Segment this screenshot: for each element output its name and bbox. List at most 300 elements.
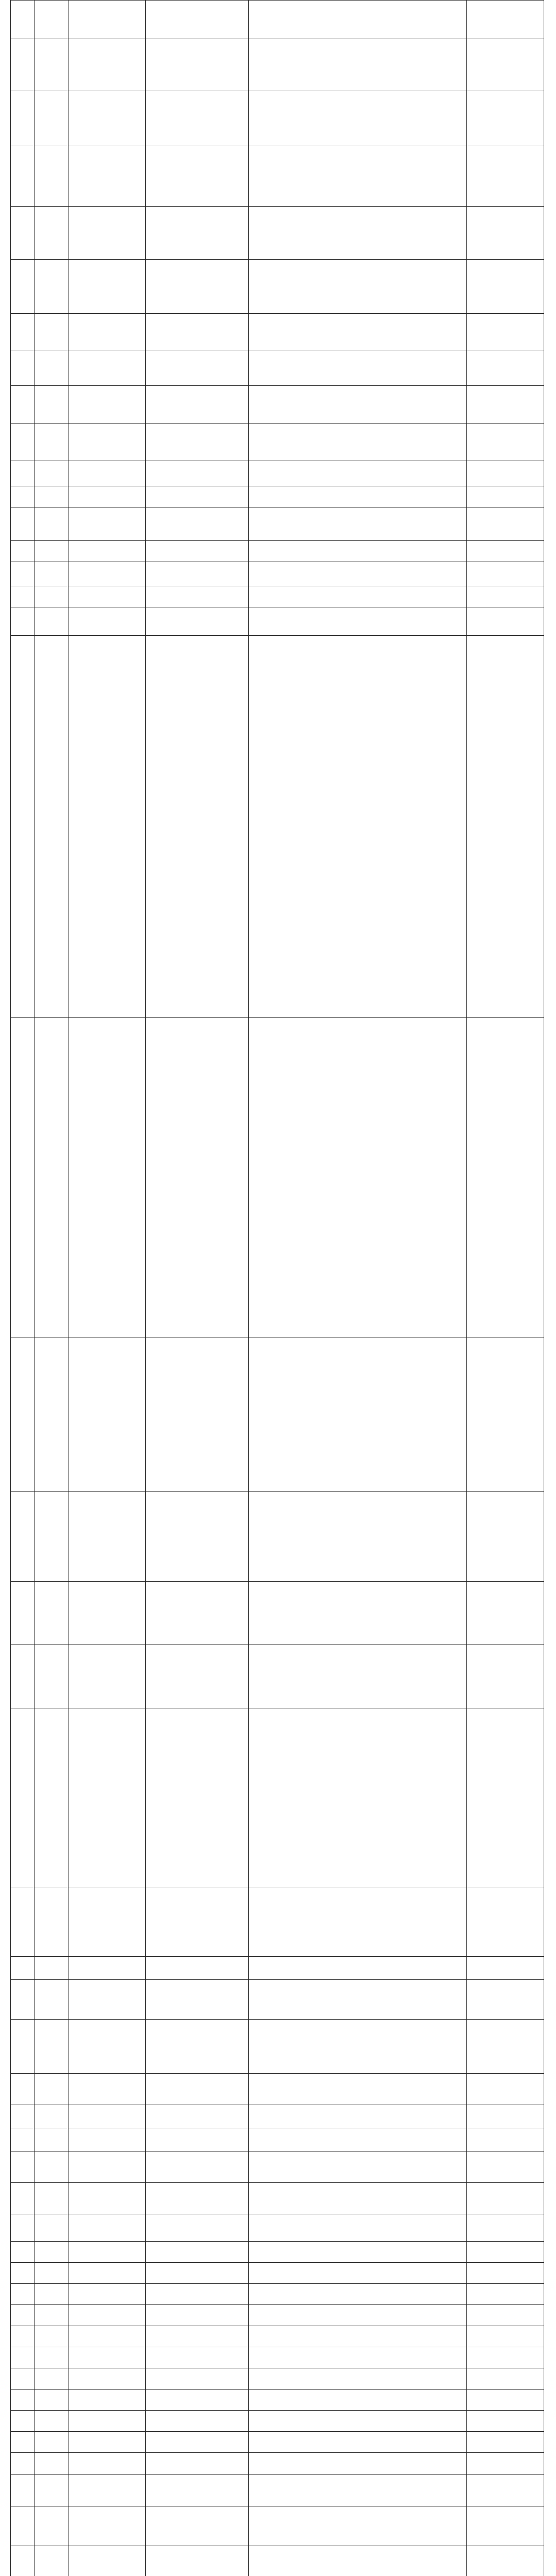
activity-date-cell: [467, 2214, 544, 2242]
district-cell: [34, 2475, 68, 2506]
venue-cell: [146, 314, 249, 350]
district-cell: [34, 2546, 68, 2576]
venue-cell: [146, 2284, 249, 2305]
activity-name-cell: [68, 260, 146, 314]
activity-content-cell: [249, 2214, 467, 2242]
activity-name-cell: [68, 386, 146, 423]
activity-name-cell: [68, 2284, 146, 2305]
activity-date-cell: [467, 2242, 544, 2263]
table-row: [11, 2368, 544, 2389]
venue-cell: [146, 2546, 249, 2576]
activity-name-cell: [68, 314, 146, 350]
venue-cell: [146, 2389, 249, 2411]
activity-date-cell: [467, 541, 544, 562]
activity-content-cell: [249, 2263, 467, 2284]
venue-cell: [146, 461, 249, 486]
activity-content-cell: [249, 1, 467, 39]
table-row: [11, 2305, 544, 2326]
activity-date-cell: [467, 314, 544, 350]
activity-date-cell: [467, 2326, 544, 2347]
table-row: [11, 2326, 544, 2347]
activity-date-cell: [467, 2305, 544, 2326]
activity-content-cell: [249, 1645, 467, 1708]
row-number-cell: [11, 423, 34, 461]
district-cell: [34, 1492, 68, 1582]
activity-name-cell: [68, 2305, 146, 2326]
row-number-cell: [11, 2183, 34, 2214]
table-row: [11, 2432, 544, 2453]
activity-name-cell: [68, 207, 146, 260]
activity-name-cell: [68, 1018, 146, 1337]
activity-content-cell: [249, 2347, 467, 2368]
district-cell: [34, 207, 68, 260]
row-number-cell: [11, 91, 34, 145]
row-number-cell: [11, 1980, 34, 2020]
activity-date-cell: [467, 2347, 544, 2368]
activity-name-cell: [68, 2475, 146, 2506]
district-cell: [34, 2020, 68, 2074]
district-cell: [34, 2242, 68, 2263]
row-number-cell: [11, 2347, 34, 2368]
district-cell: [34, 2326, 68, 2347]
activity-date-cell: [467, 486, 544, 507]
activity-name-cell: [68, 2263, 146, 2284]
row-number-cell: [11, 386, 34, 423]
venue-cell: [146, 1957, 249, 1980]
activity-content-cell: [249, 2020, 467, 2074]
activity-date-cell: [467, 1337, 544, 1492]
activity-name-cell: [68, 2389, 146, 2411]
venue-cell: [146, 1645, 249, 1708]
activity-date-cell: [467, 1980, 544, 2020]
table-row: [11, 1582, 544, 1645]
table-row: [11, 2546, 544, 2576]
activity-date-cell: [467, 461, 544, 486]
table-row: [11, 461, 544, 486]
district-cell: [34, 2432, 68, 2453]
activity-date-cell: [467, 2074, 544, 2105]
venue-cell: [146, 2326, 249, 2347]
venue-cell: [146, 486, 249, 507]
activity-name-cell: [68, 507, 146, 541]
table-row: [11, 2411, 544, 2432]
district-cell: [34, 1582, 68, 1645]
table-row: [11, 2128, 544, 2151]
activity-content-cell: [249, 2151, 467, 2183]
activity-date-cell: [467, 2105, 544, 2128]
venue-cell: [146, 1980, 249, 2020]
district-cell: [34, 1337, 68, 1492]
row-number-cell: [11, 2453, 34, 2475]
activity-content-cell: [249, 1582, 467, 1645]
activity-date-cell: [467, 260, 544, 314]
table-row: [11, 2183, 544, 2214]
district-cell: [34, 507, 68, 541]
district-cell: [34, 2368, 68, 2389]
district-cell: [34, 2074, 68, 2105]
activity-content-cell: [249, 2432, 467, 2453]
activity-content-cell: [249, 2074, 467, 2105]
venue-cell: [146, 2242, 249, 2263]
activity-content-cell: [249, 2546, 467, 2576]
table-row: [11, 1492, 544, 1582]
venue-cell: [146, 636, 249, 1018]
venue-cell: [146, 2214, 249, 2242]
district-cell: [34, 386, 68, 423]
row-number-cell: [11, 2506, 34, 2546]
district-cell: [34, 145, 68, 207]
venue-cell: [146, 2411, 249, 2432]
district-cell: [34, 1957, 68, 1980]
activity-name-cell: [68, 461, 146, 486]
activity-name-cell: [68, 2453, 146, 2475]
venue-cell: [146, 2506, 249, 2546]
activity-date-cell: [467, 2546, 544, 2576]
district-cell: [34, 636, 68, 1018]
row-number-cell: [11, 260, 34, 314]
table-row: [11, 2347, 544, 2368]
district-cell: [34, 2183, 68, 2214]
row-number-cell: [11, 2546, 34, 2576]
table-row: [11, 586, 544, 607]
table-row: [11, 2284, 544, 2305]
activity-name-cell: [68, 91, 146, 145]
row-number-cell: [11, 1337, 34, 1492]
activity-content-cell: [249, 2284, 467, 2305]
activity-content-cell: [249, 1708, 467, 1888]
venue-cell: [146, 586, 249, 607]
venue-cell: [146, 2368, 249, 2389]
activity-content-cell: [249, 507, 467, 541]
table-row: [11, 2020, 544, 2074]
venue-cell: [146, 2074, 249, 2105]
district-cell: [34, 2128, 68, 2151]
district-cell: [34, 350, 68, 386]
venue-cell: [146, 1492, 249, 1582]
district-cell: [34, 562, 68, 586]
row-number-cell: [11, 636, 34, 1018]
table-row: [11, 1957, 544, 1980]
activity-content-cell: [249, 350, 467, 386]
activities-table-body: [11, 1, 544, 2576]
activity-date-cell: [467, 423, 544, 461]
activity-date-cell: [467, 636, 544, 1018]
activity-date-cell: [467, 2263, 544, 2284]
table-row: [11, 2214, 544, 2242]
table-row: [11, 486, 544, 507]
activity-date-cell: [467, 39, 544, 91]
activity-name-cell: [68, 2020, 146, 2074]
table-row: [11, 607, 544, 636]
district-cell: [34, 2305, 68, 2326]
venue-cell: [146, 145, 249, 207]
table-row: [11, 2475, 544, 2506]
row-number-cell: [11, 1018, 34, 1337]
activity-date-cell: [467, 507, 544, 541]
table-row: [11, 636, 544, 1018]
activity-name-cell: [68, 350, 146, 386]
table-row: [11, 1645, 544, 1708]
activity-date-cell: [467, 2183, 544, 2214]
activity-content-cell: [249, 586, 467, 607]
district-cell: [34, 1888, 68, 1957]
activity-date-cell: [467, 2432, 544, 2453]
activity-name-cell: [68, 2242, 146, 2263]
activity-content-cell: [249, 2453, 467, 2475]
activity-date-cell: [467, 1492, 544, 1582]
activity-content-cell: [249, 541, 467, 562]
venue-cell: [146, 2020, 249, 2074]
row-number-cell: [11, 2411, 34, 2432]
district-cell: [34, 586, 68, 607]
row-number-cell: [11, 562, 34, 586]
venue-cell: [146, 91, 249, 145]
activity-name-cell: [68, 2128, 146, 2151]
table-row: [11, 1337, 544, 1492]
activity-content-cell: [249, 91, 467, 145]
activity-name-cell: [68, 1, 146, 39]
venue-cell: [146, 1337, 249, 1492]
activity-content-cell: [249, 314, 467, 350]
activity-date-cell: [467, 2368, 544, 2389]
activity-content-cell: [249, 461, 467, 486]
activity-date-cell: [467, 2453, 544, 2475]
activity-content-cell: [249, 2305, 467, 2326]
activity-name-cell: [68, 1708, 146, 1888]
row-number-cell: [11, 1888, 34, 1957]
activity-date-cell: [467, 1957, 544, 1980]
table-row: [11, 2389, 544, 2411]
row-number-cell: [11, 2214, 34, 2242]
activity-content-cell: [249, 1888, 467, 1957]
venue-cell: [146, 1708, 249, 1888]
activity-content-cell: [249, 562, 467, 586]
district-cell: [34, 1708, 68, 1888]
activity-name-cell: [68, 2347, 146, 2368]
activity-content-cell: [249, 2242, 467, 2263]
table-row: [11, 2151, 544, 2183]
activity-content-cell: [249, 607, 467, 636]
venue-cell: [146, 207, 249, 260]
row-number-cell: [11, 314, 34, 350]
district-cell: [34, 1, 68, 39]
activity-name-cell: [68, 2074, 146, 2105]
venue-cell: [146, 423, 249, 461]
activity-name-cell: [68, 636, 146, 1018]
district-cell: [34, 1018, 68, 1337]
district-cell: [34, 1980, 68, 2020]
row-number-cell: [11, 2305, 34, 2326]
activity-content-cell: [249, 1337, 467, 1492]
district-cell: [34, 260, 68, 314]
district-cell: [34, 2453, 68, 2475]
activity-content-cell: [249, 2183, 467, 2214]
activity-content-cell: [249, 2506, 467, 2546]
activity-name-cell: [68, 39, 146, 91]
activity-name-cell: [68, 1582, 146, 1645]
venue-cell: [146, 2305, 249, 2326]
activity-name-cell: [68, 2105, 146, 2128]
activity-name-cell: [68, 486, 146, 507]
row-number-cell: [11, 607, 34, 636]
row-number-cell: [11, 486, 34, 507]
activity-name-cell: [68, 1492, 146, 1582]
table-row: [11, 207, 544, 260]
activity-name-cell: [68, 607, 146, 636]
row-number-cell: [11, 2475, 34, 2506]
row-number-cell: [11, 207, 34, 260]
venue-cell: [146, 1582, 249, 1645]
activity-name-cell: [68, 2183, 146, 2214]
table-row: [11, 1980, 544, 2020]
activity-content-cell: [249, 423, 467, 461]
activity-name-cell: [68, 2506, 146, 2546]
venue-cell: [146, 1018, 249, 1337]
activity-content-cell: [249, 2475, 467, 2506]
activity-name-cell: [68, 2546, 146, 2576]
district-cell: [34, 39, 68, 91]
activity-date-cell: [467, 2411, 544, 2432]
activity-date-cell: [467, 586, 544, 607]
activity-content-cell: [249, 2389, 467, 2411]
row-number-cell: [11, 39, 34, 91]
activity-content-cell: [249, 486, 467, 507]
row-number-cell: [11, 1, 34, 39]
venue-cell: [146, 2432, 249, 2453]
row-number-cell: [11, 1708, 34, 1888]
row-number-cell: [11, 2432, 34, 2453]
row-number-cell: [11, 541, 34, 562]
row-number-cell: [11, 145, 34, 207]
row-number-cell: [11, 1582, 34, 1645]
activity-date-cell: [467, 2506, 544, 2546]
table-row: [11, 2453, 544, 2475]
row-number-cell: [11, 2326, 34, 2347]
row-number-cell: [11, 461, 34, 486]
activity-date-cell: [467, 1708, 544, 1888]
activity-date-cell: [467, 350, 544, 386]
table-row: [11, 145, 544, 207]
row-number-cell: [11, 350, 34, 386]
activity-content-cell: [249, 39, 467, 91]
activity-name-cell: [68, 541, 146, 562]
row-number-cell: [11, 1492, 34, 1582]
table-row: [11, 1888, 544, 1957]
activity-date-cell: [467, 91, 544, 145]
table-row: [11, 2242, 544, 2263]
district-cell: [34, 2214, 68, 2242]
venue-cell: [146, 2453, 249, 2475]
activity-date-cell: [467, 1888, 544, 1957]
activity-date-cell: [467, 2128, 544, 2151]
activity-name-cell: [68, 2368, 146, 2389]
activity-content-cell: [249, 260, 467, 314]
row-number-cell: [11, 2074, 34, 2105]
table-row: [11, 91, 544, 145]
district-cell: [34, 541, 68, 562]
row-number-cell: [11, 2105, 34, 2128]
table-row: [11, 2506, 544, 2546]
activity-name-cell: [68, 2326, 146, 2347]
table-row: [11, 2263, 544, 2284]
district-cell: [34, 1645, 68, 1708]
district-cell: [34, 2263, 68, 2284]
venue-cell: [146, 541, 249, 562]
activity-date-cell: [467, 1645, 544, 1708]
district-cell: [34, 91, 68, 145]
activity-content-cell: [249, 145, 467, 207]
district-cell: [34, 607, 68, 636]
activity-date-cell: [467, 2151, 544, 2183]
table-row: [11, 423, 544, 461]
table-row: [11, 386, 544, 423]
row-number-cell: [11, 507, 34, 541]
venue-cell: [146, 607, 249, 636]
row-number-cell: [11, 2389, 34, 2411]
row-number-cell: [11, 2151, 34, 2183]
district-cell: [34, 2105, 68, 2128]
activity-name-cell: [68, 2432, 146, 2453]
venue-cell: [146, 1, 249, 39]
venue-cell: [146, 2475, 249, 2506]
activity-content-cell: [249, 1980, 467, 2020]
venue-cell: [146, 2128, 249, 2151]
table-row: [11, 314, 544, 350]
row-number-cell: [11, 586, 34, 607]
activity-date-cell: [467, 2389, 544, 2411]
activity-name-cell: [68, 2411, 146, 2432]
activity-date-cell: [467, 1582, 544, 1645]
venue-cell: [146, 260, 249, 314]
activity-name-cell: [68, 1645, 146, 1708]
activity-date-cell: [467, 607, 544, 636]
table-row: [11, 260, 544, 314]
venue-cell: [146, 562, 249, 586]
row-number-cell: [11, 2368, 34, 2389]
venue-cell: [146, 350, 249, 386]
activity-date-cell: [467, 2475, 544, 2506]
activity-name-cell: [68, 1888, 146, 1957]
district-cell: [34, 314, 68, 350]
table-row: [11, 1018, 544, 1337]
venue-cell: [146, 2263, 249, 2284]
table-row: [11, 39, 544, 91]
district-cell: [34, 2347, 68, 2368]
activity-content-cell: [249, 1957, 467, 1980]
activity-name-cell: [68, 1337, 146, 1492]
district-cell: [34, 2284, 68, 2305]
row-number-cell: [11, 1957, 34, 1980]
activity-date-cell: [467, 1018, 544, 1337]
row-number-cell: [11, 2284, 34, 2305]
district-cell: [34, 461, 68, 486]
venue-cell: [146, 386, 249, 423]
venue-cell: [146, 2105, 249, 2128]
activity-content-cell: [249, 2105, 467, 2128]
row-number-cell: [11, 2128, 34, 2151]
venue-cell: [146, 2183, 249, 2214]
activity-name-cell: [68, 1957, 146, 1980]
district-cell: [34, 2411, 68, 2432]
activity-content-cell: [249, 386, 467, 423]
activity-content-cell: [249, 2368, 467, 2389]
table-row: [11, 1708, 544, 1888]
activity-name-cell: [68, 2214, 146, 2242]
activity-content-cell: [249, 2326, 467, 2347]
activity-name-cell: [68, 145, 146, 207]
venue-cell: [146, 1888, 249, 1957]
venue-cell: [146, 2347, 249, 2368]
